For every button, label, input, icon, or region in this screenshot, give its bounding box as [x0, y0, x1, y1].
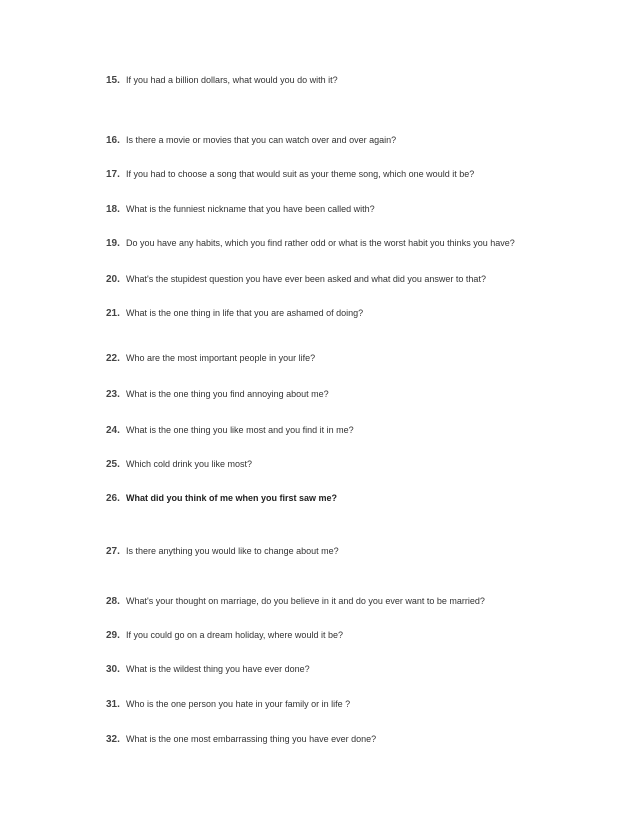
- question-text: If you could go on a dream holiday, where would it be?: [126, 630, 343, 640]
- question-number: 18.: [106, 204, 120, 215]
- question-27: [106, 545, 339, 558]
- question-number: 22.: [106, 353, 120, 364]
- question-24: [106, 424, 354, 437]
- question-26: [106, 492, 337, 505]
- question-21: [106, 307, 363, 320]
- question-text: What is the one thing you like most and you find it in me?: [126, 425, 354, 435]
- question-text: Who are the most important people in your life?: [126, 353, 316, 363]
- question-number: 23.: [106, 389, 120, 400]
- question-text: What's your thought on marriage, do you believe in it and do you ever want to be married?: [126, 596, 485, 606]
- question-text: Which cold drink you like most?: [126, 459, 253, 469]
- question-number: 27.: [106, 546, 120, 557]
- question-28: [106, 595, 485, 608]
- question-20: [106, 273, 486, 286]
- question-text: What is the one thing in life that you are ashamed of doing?: [126, 308, 364, 318]
- question-32: [106, 733, 376, 746]
- question-23: [106, 388, 329, 401]
- question-text: What is the funniest nickname that you have been called with?: [126, 204, 375, 214]
- question-number: 20.: [106, 274, 120, 285]
- question-number: 32.: [106, 734, 120, 745]
- question-number: 26.: [106, 493, 120, 504]
- question-text: If you had a billion dollars, what would you do with it?: [126, 75, 338, 85]
- question-number: 21.: [106, 308, 120, 319]
- question-text: Is there anything you would like to change about me?: [126, 546, 339, 556]
- question-number: 25.: [106, 459, 120, 470]
- question-number: 15.: [106, 75, 120, 86]
- question-text: What is the wildest thing you have ever done?: [126, 664, 310, 674]
- question-text: Is there a movie or movies that you can watch over and over again?: [126, 135, 397, 145]
- question-number: 30.: [106, 664, 120, 675]
- question-text: What is the one most embarrassing thing you have ever done?: [126, 734, 377, 744]
- question-text: Do you have any habits, which you find rather odd or what is the worst habit you thinks you have?: [126, 238, 515, 248]
- question-text: What's the stupidest question you have ever been asked and what did you answer to that?: [126, 274, 486, 284]
- question-text: Who is the one person you hate in your family or in life ?: [126, 699, 351, 709]
- question-number: 28.: [106, 596, 120, 607]
- question-number: 31.: [106, 699, 120, 710]
- question-22: [106, 352, 315, 365]
- question-30: [106, 663, 310, 676]
- question-19: [106, 237, 515, 250]
- question-text: If you had to choose a song that would suit as your theme song, which one would it be?: [126, 169, 475, 179]
- question-number: 17.: [106, 169, 120, 180]
- question-text: What is the one thing you find annoying about me?: [126, 389, 329, 399]
- question-29: [106, 629, 343, 642]
- question-number: 29.: [106, 630, 120, 641]
- question-16: [106, 134, 396, 147]
- question-17: [106, 168, 474, 181]
- question-31: [106, 698, 350, 711]
- question-number: 19.: [106, 238, 120, 249]
- question-18: [106, 203, 375, 216]
- question-text: What did you think of me when you first saw me?: [126, 493, 338, 503]
- question-15: [106, 74, 338, 87]
- question-number: 16.: [106, 135, 120, 146]
- question-25: [106, 458, 252, 471]
- question-number: 24.: [106, 425, 120, 436]
